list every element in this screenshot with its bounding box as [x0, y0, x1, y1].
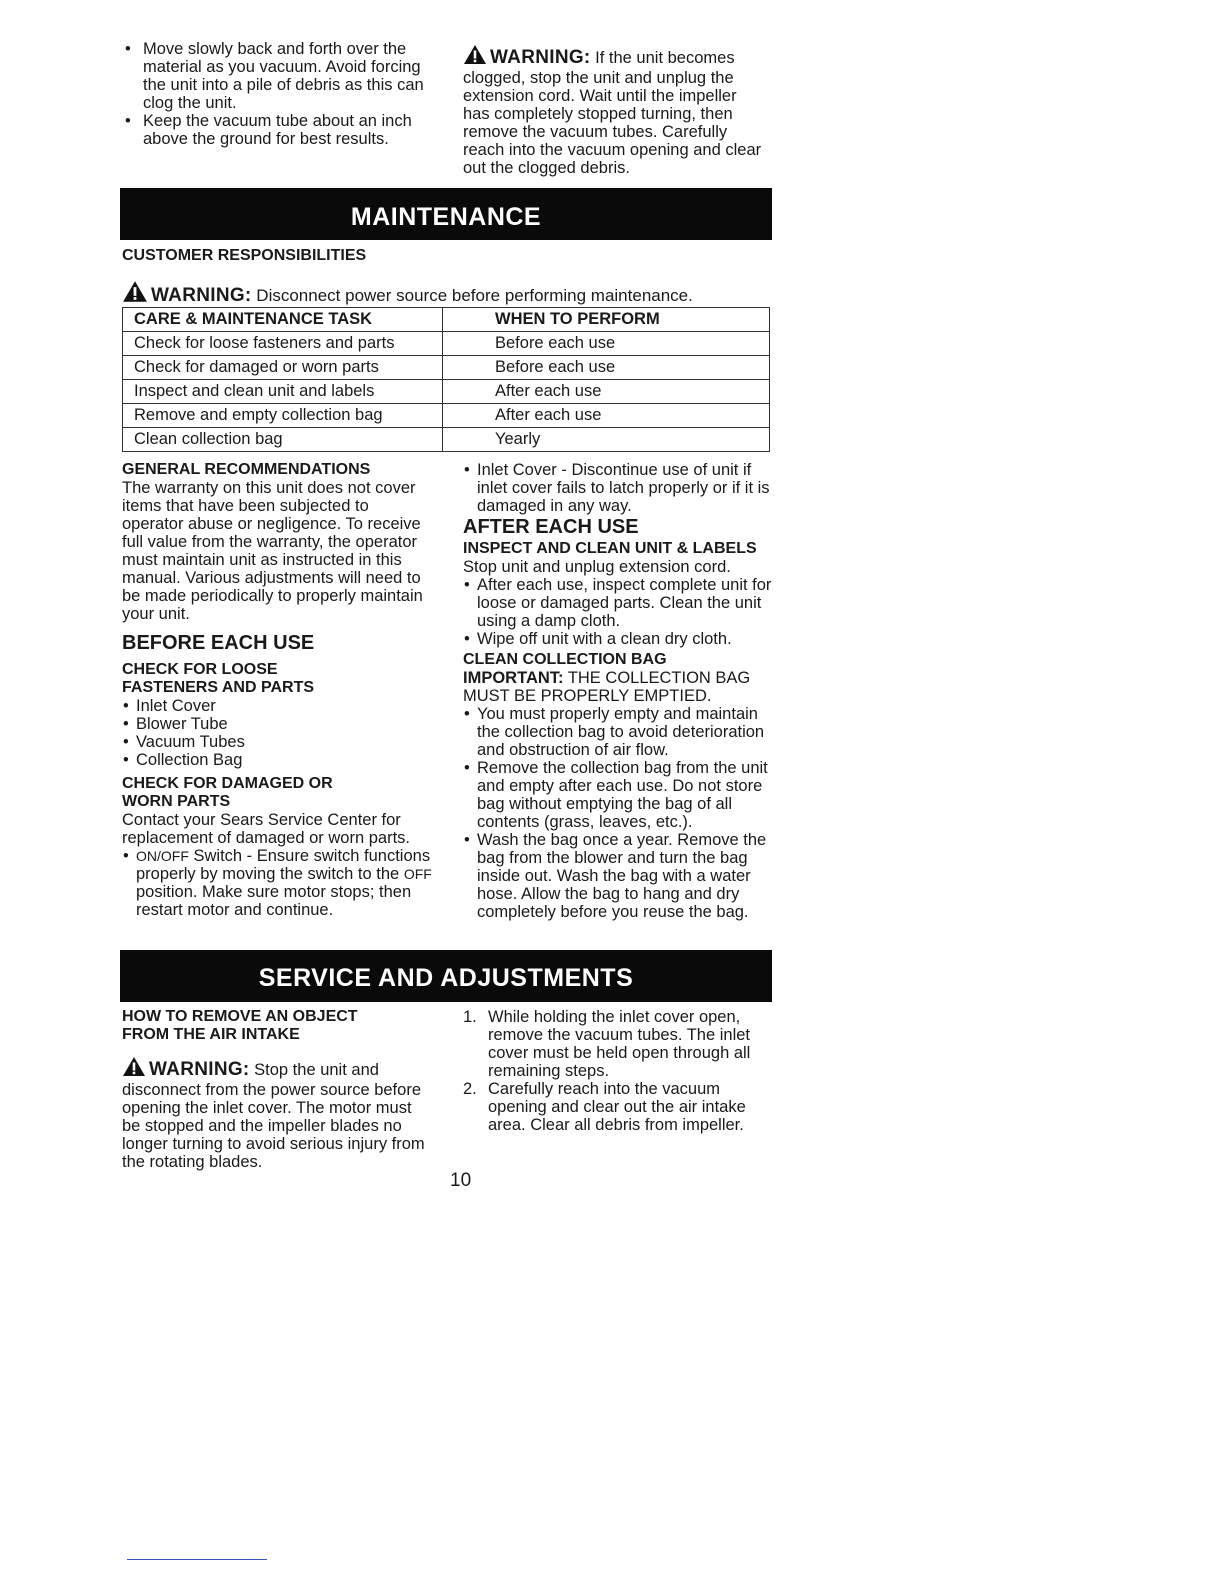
heading-line: WORN PARTS — [122, 793, 231, 810]
after-each-use-heading: AFTER EACH USE — [463, 516, 639, 538]
table-cell: Inspect and clean unit and labels — [123, 380, 443, 404]
list-item: • Inlet Cover - Discontinue use of unit if inlet cover fails to latch properly or if it is damaged in any way. — [463, 461, 775, 515]
inspect-clean-text: Stop unit and unplug extension cord. — [463, 558, 731, 576]
heading-line: CHECK FOR DAMAGED OR — [122, 775, 333, 792]
table-cell: After each use — [443, 380, 770, 404]
list-item: • Wash the bag once a year. Remove the bag from the blower and turn the bag inside out. Wash the bag with a water hose. Allow the bag to hang and dry completely before you reuse the bag. — [463, 831, 775, 921]
warning-text: Stop the unit and disconnect from the power source before opening the inlet cover. The motor must be stopped and the impeller blades no longer turning to avoid serious injury from the rotating blades. — [122, 1061, 425, 1171]
check-damaged-text: Contact your Sears Service Center for replacement of damaged or worn parts. — [122, 811, 410, 847]
service-steps — [463, 1008, 775, 1134]
list-item: • Inlet Cover — [122, 697, 434, 715]
warning-label: WARNING: — [149, 1059, 250, 1080]
warning-text: If the unit becomes clogged, stop the unit and unplug the extension cord. Wait until the impeller has completely stopped turning, then remove the vacuum tubes. Carefully reach into the vacuum opening and clear out the clogged debris. — [463, 49, 762, 177]
table-cell: Yearly — [443, 428, 770, 452]
general-recommendations-heading: GENERAL RECOMMENDATIONS — [122, 461, 371, 478]
switch-text: Switch - Ensure switch functions properly by moving the switch to the — [136, 847, 431, 883]
table-row — [123, 428, 770, 452]
table-header: WHEN TO PERFORM — [443, 308, 770, 332]
switch-text: position. Make sure motor stops; then restart motor and continue. — [136, 883, 412, 919]
heading-line: HOW TO REMOVE AN OBJECT — [122, 1008, 358, 1025]
list-item: • Remove the collection bag from the unit and empty after each use. Do not store bag without emptying the bag of all contents (grass, leaves, etc.). — [463, 759, 775, 831]
service-warning — [122, 1056, 430, 1171]
table-row — [123, 356, 770, 380]
clog-warning — [463, 44, 763, 177]
list-item — [122, 847, 434, 919]
top-left-column — [120, 40, 438, 148]
service-left-column — [122, 1008, 430, 1171]
check-damaged-heading — [122, 775, 434, 811]
before-each-use-heading: BEFORE EACH USE — [122, 632, 315, 654]
table-cell: Clean collection bag — [123, 428, 443, 452]
heading-line: FASTENERS AND PARTS — [122, 679, 315, 696]
warning-text: Disconnect power source before performing maintenance. — [256, 286, 693, 305]
list-item: • Vacuum Tubes — [122, 733, 434, 751]
important-text: THE COLLECTION BAG MUST BE PROPERLY EMPTIED. — [463, 669, 751, 705]
step-number: 1. — [463, 1008, 477, 1026]
list-item: • Keep the vacuum tube about an inch above the ground for best results. — [120, 112, 438, 148]
warning-label: WARNING: — [151, 285, 252, 306]
table-cell: After each use — [443, 404, 770, 428]
warning-triangle-icon — [463, 44, 487, 69]
table-cell: Check for loose fasteners and parts — [123, 332, 443, 356]
list-item: • You must properly empty and maintain the collection bag to avoid deterioration and obstruction of air flow. — [463, 705, 775, 759]
heading-line: FROM THE AIR INTAKE — [122, 1026, 300, 1043]
table-header: CARE & MAINTENANCE TASK — [123, 308, 443, 332]
footer-rule — [127, 1559, 267, 1560]
list-item: • After each use, inspect complete unit for loose or damaged parts. Clean the unit using a damp cloth. — [463, 576, 775, 630]
list-item — [463, 1008, 775, 1080]
list-item: • Blower Tube — [122, 715, 434, 733]
table-cell: Before each use — [443, 356, 770, 380]
service-adjustments-banner: SERVICE AND ADJUSTMENTS — [120, 950, 772, 1002]
table-cell: Before each use — [443, 332, 770, 356]
step-text: While holding the inlet cover open, remove the vacuum tubes. The inlet cover must be held open through all remaining steps. — [488, 1008, 751, 1080]
list-item: • Move slowly back and forth over the material as you vacuum. Avoid forcing the unit into a pile of debris as this can clog the unit. — [120, 40, 438, 112]
warning-triangle-icon — [122, 1056, 146, 1081]
warning-label: WARNING: — [490, 47, 591, 68]
warning-triangle-icon — [122, 280, 148, 307]
page-number: 10 — [450, 1170, 472, 1191]
list-item: • Collection Bag — [122, 751, 434, 769]
maintenance-banner: MAINTENANCE — [120, 188, 772, 240]
customer-responsibilities-heading: CUSTOMER RESPONSIBILITIES — [122, 247, 367, 264]
clean-collection-bag-heading: CLEAN COLLECTION BAG — [463, 651, 667, 668]
table-row — [123, 380, 770, 404]
step-number: 2. — [463, 1080, 477, 1098]
general-recommendations-text: The warranty on this unit does not cover items that have been subjected to operator abuse or negligence. To receive full value from the warranty, the operator must maintain unit as instructed in this manual. Various adjustments will need to be made periodically to properly maintain your unit. — [122, 479, 423, 623]
table-row — [123, 404, 770, 428]
off-label: OFF — [403, 866, 432, 882]
table-header-row — [123, 308, 770, 332]
table-cell: Remove and empty collection bag — [123, 404, 443, 428]
maintenance-table — [122, 307, 770, 452]
left-column — [122, 461, 434, 919]
important-note — [463, 669, 775, 705]
list-item: • Wipe off unit with a clean dry cloth. — [463, 630, 775, 648]
important-label: IMPORTANT: — [463, 669, 564, 687]
remove-object-heading — [122, 1008, 430, 1044]
step-text: Carefully reach into the vacuum opening and clear out the air intake area. Clear all debris from impeller. — [488, 1080, 746, 1134]
inspect-clean-heading: INSPECT AND CLEAN UNIT & LABELS — [463, 540, 757, 557]
table-row — [123, 332, 770, 356]
on-off-label: ON/OFF — [136, 848, 189, 864]
list-item — [463, 1080, 775, 1134]
heading-line: CHECK FOR LOOSE — [122, 661, 278, 678]
maintenance-warning — [122, 280, 782, 307]
check-loose-heading — [122, 661, 434, 697]
table-cell: Check for damaged or worn parts — [123, 356, 443, 380]
right-column — [463, 461, 775, 921]
